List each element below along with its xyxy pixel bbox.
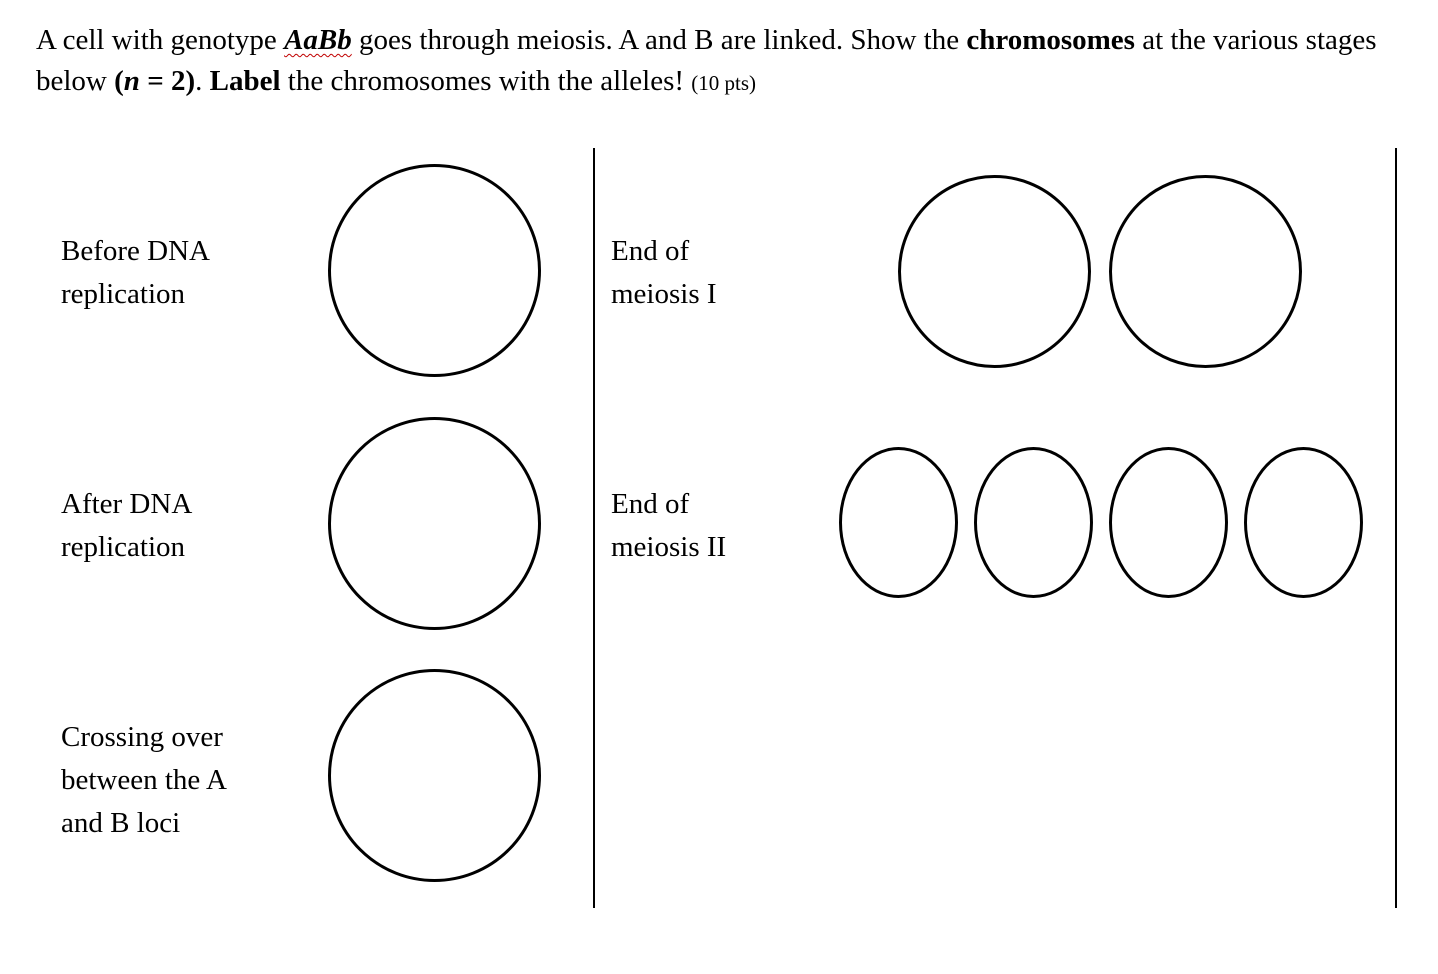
stage-label-before-replication — [61, 230, 210, 316]
cell-crossing-over[interactable] — [328, 669, 541, 882]
column-divider-middle — [593, 148, 595, 908]
question-text — [36, 20, 1406, 104]
cell-before-replication[interactable] — [328, 164, 541, 377]
cell-meiosis2-gamete-2[interactable] — [974, 447, 1093, 598]
stage-label-crossing-over — [61, 716, 227, 845]
cell-meiosis2-gamete-3[interactable] — [1109, 447, 1228, 598]
points-value: (10 pts) — [691, 71, 757, 95]
meiosis1-line-1: End of — [611, 235, 690, 267]
n-open-paren: ( — [114, 65, 124, 97]
stage-label-after-replication — [61, 483, 192, 569]
label-keyword: Label — [209, 65, 281, 97]
cell-meiosis1-daughter-2[interactable] — [1109, 175, 1302, 368]
stage-label-end-meiosis-2 — [611, 483, 726, 569]
chromosomes-keyword: chromosomes — [966, 24, 1135, 56]
stage-label-end-meiosis-1 — [611, 230, 717, 316]
cell-meiosis2-gamete-4[interactable] — [1244, 447, 1363, 598]
column-divider-right — [1395, 148, 1397, 908]
cell-after-replication[interactable] — [328, 417, 541, 630]
question-middle-3: . — [195, 65, 210, 97]
question-middle-1: goes through meiosis. A and B are linked. Show the — [351, 24, 967, 56]
after-line-1: After DNA — [61, 488, 193, 520]
meiosis1-line-2: meiosis I — [611, 278, 717, 310]
crossing-line-2: between the A — [61, 764, 227, 796]
question-suffix: the chromosomes with the alleles! — [280, 65, 692, 97]
n-variable: n — [123, 65, 140, 97]
crossing-line-1: Crossing over — [61, 721, 223, 753]
before-line-1: Before DNA — [61, 235, 210, 267]
after-line-2: replication — [61, 531, 186, 563]
question-prefix: A cell with genotype — [36, 24, 285, 56]
n-value: = 2) — [139, 65, 196, 97]
before-line-2: replication — [61, 278, 186, 310]
cell-meiosis1-daughter-1[interactable] — [898, 175, 1091, 368]
cell-meiosis2-gamete-1[interactable] — [839, 447, 958, 598]
meiosis2-line-1: End of — [611, 488, 690, 520]
crossing-line-3: and B loci — [61, 807, 181, 839]
genotype-label: AaBb — [284, 24, 352, 56]
question-middle-2: at the various stages below — [36, 24, 1377, 97]
meiosis2-line-2: meiosis II — [611, 531, 727, 563]
